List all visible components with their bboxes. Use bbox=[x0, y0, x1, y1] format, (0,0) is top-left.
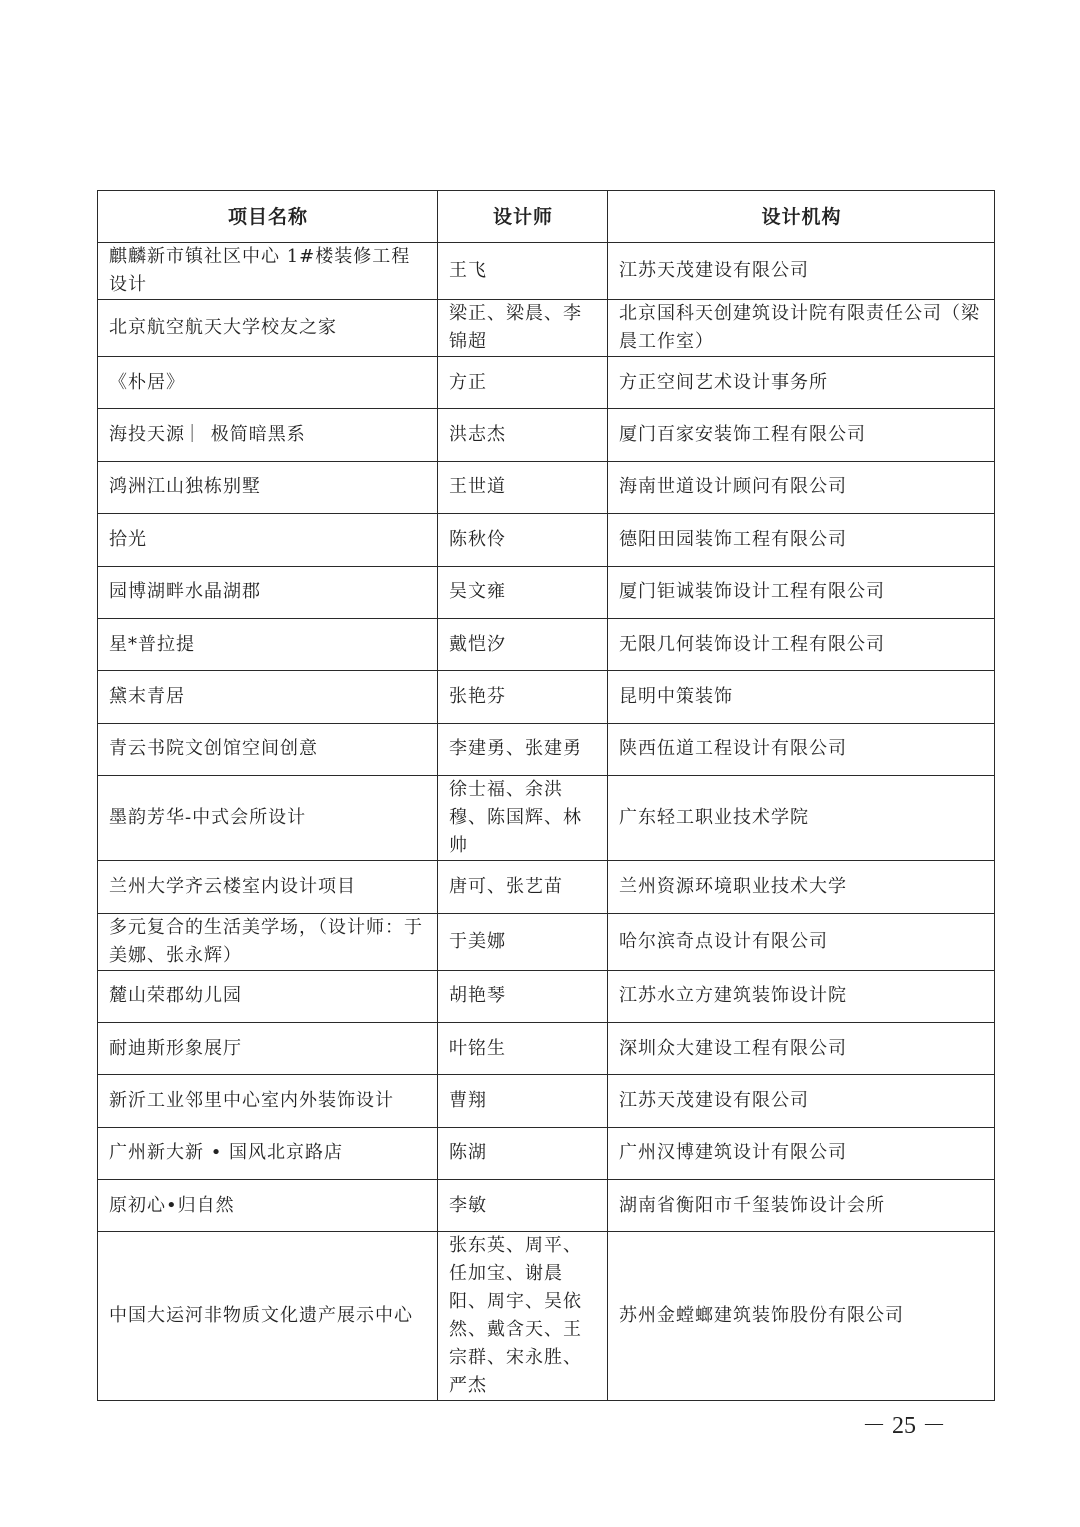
cell-project-name: 黛末青居 bbox=[98, 671, 438, 723]
cell-project-name: 鸿洲江山独栋别墅 bbox=[98, 461, 438, 513]
cell-project-name: 原初心•归自然 bbox=[98, 1180, 438, 1232]
table-row bbox=[98, 300, 995, 357]
cell-project-name: 多元复合的生活美学场，（设计师：于美娜、张永辉） bbox=[98, 913, 438, 970]
table-row bbox=[98, 461, 995, 513]
cell-project-name: 园博湖畔水晶湖郡 bbox=[98, 566, 438, 618]
table-row bbox=[98, 1075, 995, 1127]
cell-project-name: 新沂工业邻里中心室内外装饰设计 bbox=[98, 1075, 438, 1127]
table-row bbox=[98, 776, 995, 861]
cell-design-firm: 北京国科天创建筑设计院有限责任公司（梁晨工作室） bbox=[608, 300, 995, 357]
cell-design-firm: 兰州资源环境职业技术大学 bbox=[608, 861, 995, 913]
cell-project-name: 星*普拉提 bbox=[98, 618, 438, 670]
cell-designer: 陈秋伶 bbox=[438, 514, 608, 566]
cell-project-name: 北京航空航天大学校友之家 bbox=[98, 300, 438, 357]
table-row bbox=[98, 723, 995, 775]
cell-designer: 戴恺汐 bbox=[438, 618, 608, 670]
table-row bbox=[98, 913, 995, 970]
header-designer: 设计师 bbox=[438, 191, 608, 243]
cell-project-name: 麓山荣郡幼儿园 bbox=[98, 970, 438, 1022]
cell-designer: 方正 bbox=[438, 357, 608, 409]
cell-project-name: 中国大运河非物质文化遗产展示中心 bbox=[98, 1232, 438, 1401]
cell-designer: 李建勇、张建勇 bbox=[438, 723, 608, 775]
cell-design-firm: 厦门钜诚装饰设计工程有限公司 bbox=[608, 566, 995, 618]
cell-design-firm: 江苏天茂建设有限公司 bbox=[608, 1075, 995, 1127]
table-row bbox=[98, 861, 995, 913]
cell-designer: 洪志杰 bbox=[438, 409, 608, 461]
table-row bbox=[98, 1180, 995, 1232]
cell-design-firm: 苏州金螳螂建筑装饰股份有限公司 bbox=[608, 1232, 995, 1401]
cell-design-firm: 德阳田园装饰工程有限公司 bbox=[608, 514, 995, 566]
cell-project-name: 兰州大学齐云楼室内设计项目 bbox=[98, 861, 438, 913]
cell-design-firm: 无限几何装饰设计工程有限公司 bbox=[608, 618, 995, 670]
cell-design-firm: 广州汉博建筑设计有限公司 bbox=[608, 1127, 995, 1179]
cell-design-firm: 哈尔滨奇点设计有限公司 bbox=[608, 913, 995, 970]
cell-project-name: 麒麟新市镇社区中心 1#楼装修工程设计 bbox=[98, 243, 438, 300]
cell-designer: 李敏 bbox=[438, 1180, 608, 1232]
cell-design-firm: 方正空间艺术设计事务所 bbox=[608, 357, 995, 409]
cell-designer: 吴文雍 bbox=[438, 566, 608, 618]
cell-designer: 陈湖 bbox=[438, 1127, 608, 1179]
cell-designer: 叶铭生 bbox=[438, 1022, 608, 1074]
cell-project-name: 拾光 bbox=[98, 514, 438, 566]
header-project-name: 项目名称 bbox=[98, 191, 438, 243]
table-row bbox=[98, 514, 995, 566]
cell-project-name: 海投天源 ︳极简暗黑系 bbox=[98, 409, 438, 461]
cell-design-firm: 陕西伍道工程设计有限公司 bbox=[608, 723, 995, 775]
cell-designer: 胡艳琴 bbox=[438, 970, 608, 1022]
cell-designer: 曹翔 bbox=[438, 1075, 608, 1127]
cell-design-firm: 昆明中策装饰 bbox=[608, 671, 995, 723]
cell-project-name: 广州新大新 • 国风北京路店 bbox=[98, 1127, 438, 1179]
cell-project-name: 《朴居》 bbox=[98, 357, 438, 409]
cell-project-name: 青云书院文创馆空间创意 bbox=[98, 723, 438, 775]
header-row bbox=[98, 191, 995, 243]
table-row bbox=[98, 671, 995, 723]
cell-designer: 张艳芬 bbox=[438, 671, 608, 723]
cell-design-firm: 江苏水立方建筑装饰设计院 bbox=[608, 970, 995, 1022]
award-table bbox=[97, 190, 995, 1401]
table-row bbox=[98, 243, 995, 300]
cell-design-firm: 湖南省衡阳市千玺装饰设计会所 bbox=[608, 1180, 995, 1232]
cell-designer: 张东英、周平、任加宝、谢晨阳、周宇、吴依然、戴含天、王宗群、宋永胜、严杰 bbox=[438, 1232, 608, 1401]
page-number: － 25 － bbox=[862, 1413, 946, 1439]
table-row bbox=[98, 970, 995, 1022]
header-design-firm: 设计机构 bbox=[608, 191, 995, 243]
table-row bbox=[98, 618, 995, 670]
cell-project-name: 耐迪斯形象展厅 bbox=[98, 1022, 438, 1074]
cell-designer: 王飞 bbox=[438, 243, 608, 300]
table-row bbox=[98, 1127, 995, 1179]
cell-design-firm: 深圳众大建设工程有限公司 bbox=[608, 1022, 995, 1074]
cell-design-firm: 江苏天茂建设有限公司 bbox=[608, 243, 995, 300]
cell-designer: 梁正、梁晨、李锦超 bbox=[438, 300, 608, 357]
cell-designer: 徐士福、余洪穆、陈国辉、林帅 bbox=[438, 776, 608, 861]
table-row bbox=[98, 1232, 995, 1401]
table-row bbox=[98, 566, 995, 618]
table-body bbox=[98, 243, 995, 1401]
cell-designer: 王世道 bbox=[438, 461, 608, 513]
table-row bbox=[98, 1022, 995, 1074]
table-row bbox=[98, 357, 995, 409]
cell-designer: 于美娜 bbox=[438, 913, 608, 970]
cell-designer: 唐可、张艺苗 bbox=[438, 861, 608, 913]
cell-project-name: 墨韵芳华-中式会所设计 bbox=[98, 776, 438, 861]
cell-design-firm: 厦门百家安装饰工程有限公司 bbox=[608, 409, 995, 461]
cell-design-firm: 广东轻工职业技术学院 bbox=[608, 776, 995, 861]
table-row bbox=[98, 409, 995, 461]
cell-design-firm: 海南世道设计顾问有限公司 bbox=[608, 461, 995, 513]
